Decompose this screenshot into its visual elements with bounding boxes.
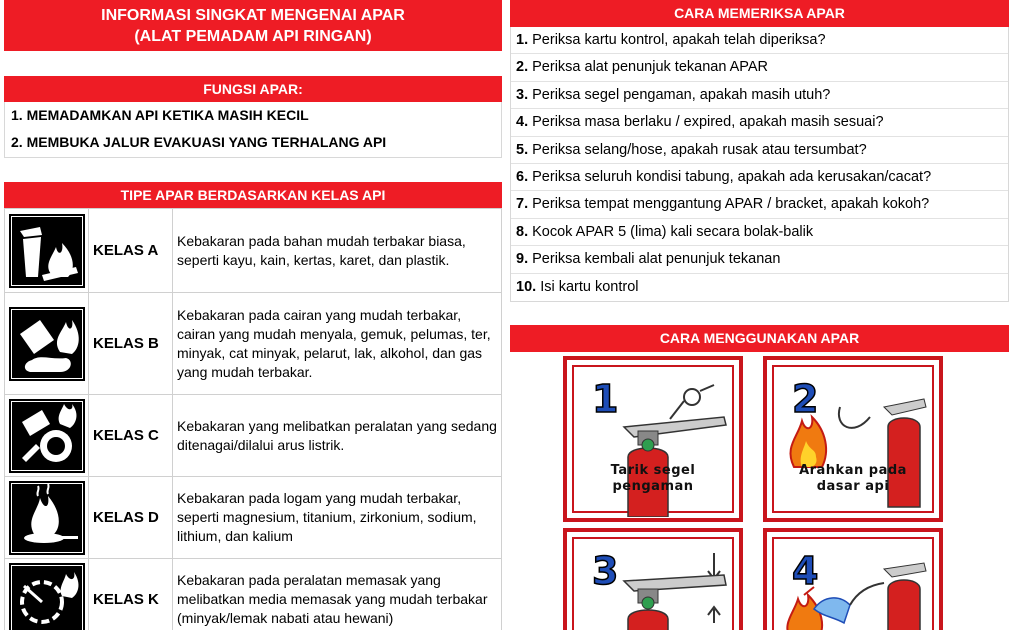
step-card-4 (763, 528, 943, 630)
item-number: 10. (516, 278, 537, 295)
item-text: Periksa alat penunjuk tekanan APAR (532, 59, 769, 76)
fungsi-heading: FUNGSI APAR: (4, 76, 502, 102)
list-item (511, 82, 1008, 109)
step-card-3 (563, 528, 743, 630)
step-number: 1 (592, 377, 619, 421)
item-number: 2. (516, 59, 529, 76)
kelas-label: KELAS A (89, 209, 173, 293)
list-item (511, 219, 1008, 246)
kelas-description: Kebakaran pada logam yang mudah terbakar, seperti magnesium, titanium, zirkonium, sodium, lithium, dan kalium (173, 477, 502, 559)
table-row (5, 395, 502, 477)
kitchen-fire-icon (9, 563, 85, 630)
item-text: Kocok APAR 5 (lima) kali secara bolak-balik (532, 223, 814, 240)
list-item (511, 274, 1008, 301)
table-row (5, 293, 502, 395)
item-text: Isi kartu kontrol (540, 278, 639, 295)
item-number: 3. (516, 86, 529, 103)
electric-fire-icon (9, 399, 85, 473)
metal-fire-icon (9, 481, 85, 555)
item-text: Periksa tempat menggantung APAR / bracket, apakah kokoh? (532, 196, 930, 213)
kelas-label: KELAS C (89, 395, 173, 477)
step-caption: Tarik segel pengaman (610, 463, 696, 494)
list-item (511, 137, 1008, 164)
item-text: Periksa segel pengaman, apakah masih utuh? (532, 86, 831, 103)
page-title (4, 0, 502, 51)
step-caption: Arahkan pada dasar api (799, 463, 907, 494)
kelas-label: KELAS D (89, 477, 173, 559)
step-card-1 (563, 356, 743, 522)
list-item (511, 246, 1008, 273)
kelas-label: KELAS B (89, 293, 173, 395)
item-number: 1. (516, 32, 529, 48)
kelas-description: Kebakaran pada peralatan memasak yang melibatkan media memasak yang mudah terbakar (minyak/lemak nabati atau hewani) (173, 559, 502, 630)
item-number: 7. (516, 196, 529, 213)
list-item (511, 109, 1008, 136)
guna-heading: CARA MENGGUNAKAN APAR (510, 325, 1009, 352)
kelas-label: KELAS K (89, 559, 173, 630)
step-number: 2 (792, 377, 819, 421)
list-item (511, 27, 1008, 54)
item-text: Periksa masa berlaku / expired, apakah masih sesuai? (532, 114, 884, 131)
list-item (511, 164, 1008, 191)
item-number: 9. (516, 251, 529, 268)
fungsi-item: 1. MEMADAMKAN API KETIKA MASIH KECIL (11, 107, 309, 123)
item-number: 6. (516, 168, 529, 185)
table-row (5, 477, 502, 559)
kelas-description: Kebakaran pada bahan mudah terbakar biasa, seperti kayu, kain, kertas, karet, dan plastik. (173, 209, 502, 293)
kelas-description: Kebakaran pada cairan yang mudah terbakar, cairan yang mudah menyala, gemuk, pelumas, ter, minyak, cat minyak, pelarut, lak, alkohol, dan gas yang mudah terbakar. (173, 293, 502, 395)
item-number: 8. (516, 223, 529, 240)
step-card-2 (763, 356, 943, 522)
item-text: Periksa seluruh kondisi tabung, apakah ada kerusakan/cacat? (532, 168, 932, 185)
table-row (5, 559, 502, 630)
cek-heading: CARA MEMERIKSA APAR (510, 0, 1009, 27)
list-item (511, 191, 1008, 218)
item-number: 4. (516, 114, 529, 131)
trash-fire-icon (9, 214, 85, 288)
fire-class-table (4, 208, 502, 630)
tipe-heading: TIPE APAR BERDASARKAN KELAS API (4, 182, 502, 208)
step-number: 3 (592, 549, 619, 593)
list-item (511, 54, 1008, 81)
kelas-description: Kebakaran yang melibatkan peralatan yang sedang ditenagai/dilalui arus listrik. (173, 395, 502, 477)
item-text: Periksa kartu kontrol, apakah telah diperiksa? (532, 32, 826, 48)
fungsi-item: 2. MEMBUKA JALUR EVAKUASI YANG TERHALANG API (11, 134, 387, 150)
item-text: Periksa selang/hose, apakah rusak atau tersumbat? (532, 141, 867, 158)
item-number: 5. (516, 141, 529, 158)
table-row (5, 209, 502, 293)
fungsi-list (4, 102, 502, 158)
item-text: Periksa kembali alat penunjuk tekanan (532, 251, 781, 268)
cek-list (510, 27, 1009, 302)
title-line-2: (ALAT PEMADAM API RINGAN) (134, 28, 372, 45)
liquid-fire-icon (9, 307, 85, 381)
title-line-1: INFORMASI SINGKAT MENGENAI APAR (101, 7, 405, 24)
step-number: 4 (792, 549, 819, 593)
